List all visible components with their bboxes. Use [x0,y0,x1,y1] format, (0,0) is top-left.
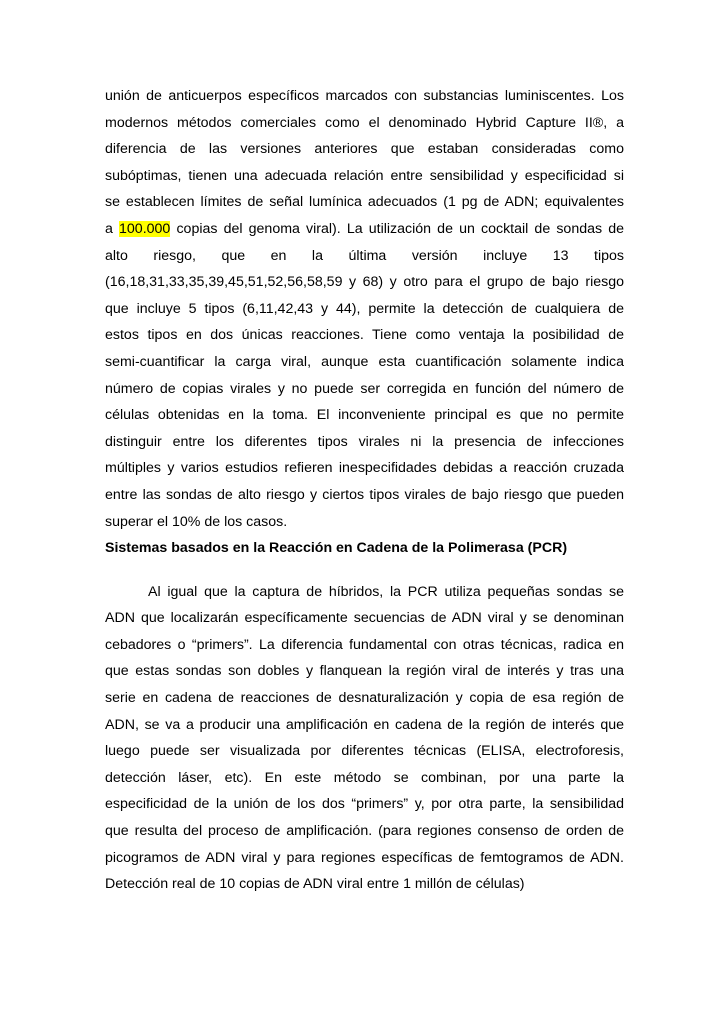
text-line: múltiples y varios estudios refieren inespecifidades debidas a reacción cruzada [105,460,624,477]
text-line: entre las sondas de alto riesgo y ciertos tipos virales de bajo riesgo que pueden [105,486,624,503]
highlighted-number: 100.000 [119,220,171,237]
text-line: unión de anticuerpos específicos marcados con substancias luminiscentes. Los [105,88,624,104]
text-line: cebadores o “primers”. La diferencia fundamental con otras técnicas, radica en [105,636,624,653]
text-line: luego puede ser visualizada por diferentes técnicas (ELISA, electroforesis, [105,743,624,760]
text-segment: copias del genoma viral). La utilización de un cocktail de sondas de [170,220,624,237]
text-line: superar el 10% de los casos. [105,513,288,530]
section-heading: Sistemas basados en la Reacción en Cadena de la Polimerasa (PCR) [105,540,568,557]
text-line: subóptimas, tienen una adecuada relación entre sensibilidad y especificidad si [105,167,624,184]
text-line: ADN que localizarán específicamente secuencias de ADN viral y se denominan [105,610,624,627]
text-line: que resulta del proceso de amplificación. (para regiones consenso de orden de [105,823,624,840]
paragraph-pcr [105,579,624,898]
spacer [105,562,624,579]
document-body [105,83,624,898]
text-line: que estas sondas son dobles y flanquean la región viral de interés y tras una [105,663,624,680]
text-line: se establecen límites de señal lumínica adecuados (1 pg de ADN; equivalentes [105,194,624,211]
text-line: número de copias virales y no puede ser corregida en función del número de [105,380,624,397]
text-line: células obtenidas en la toma. El inconveniente principal es que no permite [105,407,624,424]
text-line: detección láser, etc). En este método se combinan, por una parte la [105,769,624,786]
text-segment: a [105,220,120,237]
text-line: que incluye 5 tipos (6,11,42,43 y 44), permite la detección de cualquiera de [105,300,624,317]
text-line: semi-cuantificar la carga viral, aunque esta cuantificación solamente indica [105,353,624,370]
text-line: Detección real de 10 copias de ADN viral entre 1 millón de células) [105,876,525,893]
text-line: distinguir entre los diferentes tipos virales ni la presencia de infecciones [105,433,624,450]
text-line [105,216,624,243]
paragraph-hybrid-capture [105,83,624,535]
text-line: modernos métodos comerciales como el denominado Hybrid Capture II®, a [105,114,624,131]
text-line: estos tipos en dos únicas reacciones. Tiene como ventaja la posibilidad de [105,327,624,344]
text-line: serie en cadena de reacciones de desnaturalización y copia de esa región de [105,690,624,707]
text-line: ADN, se va a producir una amplificación en cadena de la región de interés que [105,716,624,733]
text-line: (16,18,31,33,35,39,45,51,52,56,58,59 y 68) y otro para el grupo de bajo riesgo [105,274,624,291]
text-line: alto riesgo, que en la última versión incluye 13 tipos [105,247,624,264]
text-line: especificidad de la unión de los dos “primers” y, por otra parte, la sensibilidad [105,796,624,813]
text-line: diferencia de las versiones anteriores que estaban consideradas como [105,141,624,158]
text-line: Al igual que la captura de híbridos, la PCR utiliza pequeñas sondas se [148,583,624,600]
text-line: picogramos de ADN viral y para regiones específicas de femtogramos de ADN. [105,849,624,866]
